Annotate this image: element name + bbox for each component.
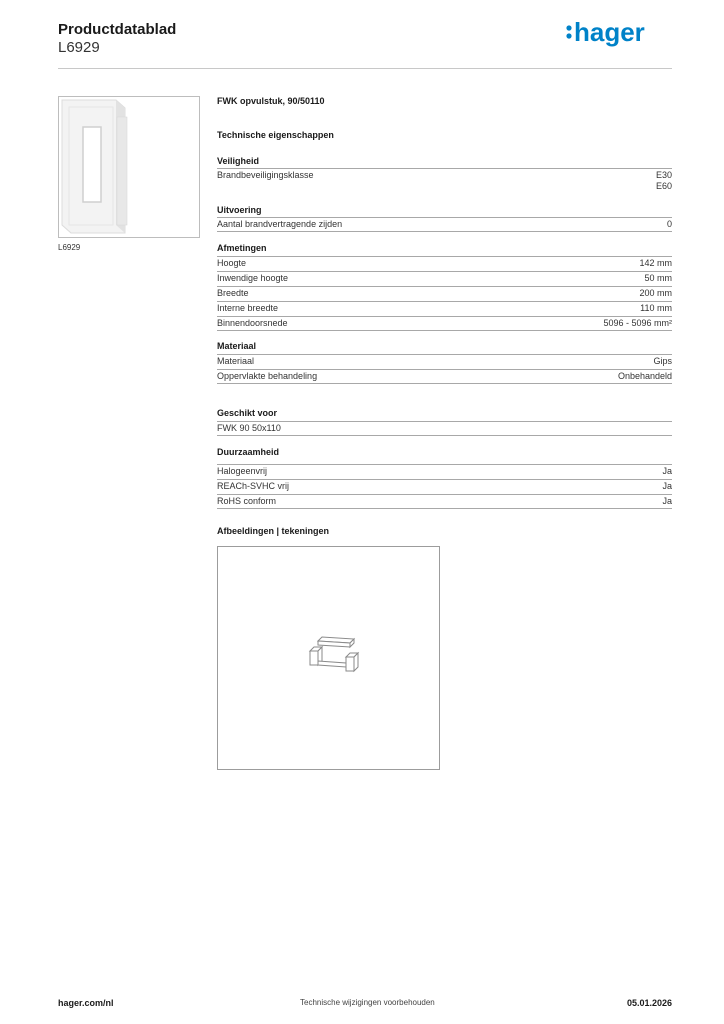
section-title-afmetingen: Afmetingen: [217, 243, 267, 253]
spec-value-secondary: E60: [655, 181, 672, 191]
spec-label: REACh-SVHC vrij: [217, 481, 290, 491]
section-divider: [217, 435, 672, 436]
spec-row: [217, 217, 672, 231]
spec-row: [217, 301, 672, 315]
spec-row: [217, 271, 672, 285]
spec-label: Halogeenvrij: [217, 466, 268, 476]
spec-label: Aantal brandvertragende zijden: [217, 219, 343, 229]
technical-properties-heading: Technische eigenschappen: [217, 130, 334, 140]
spec-value: 110 mm: [640, 303, 672, 313]
spec-label: FWK 90 50x110: [217, 423, 281, 433]
product-image: [58, 96, 200, 238]
spec-row: [217, 479, 672, 493]
spec-label: Hoogte: [217, 258, 247, 268]
spec-value: Ja: [662, 466, 672, 476]
spec-row: [217, 421, 672, 435]
spec-row: [217, 354, 672, 368]
spec-row: [217, 286, 672, 300]
spec-value: 50 mm: [644, 273, 672, 283]
document-title: Productdatablad: [58, 21, 177, 38]
spec-value: 0: [666, 219, 672, 229]
spec-label: Brandbeveiligingsklasse: [217, 170, 314, 180]
product-photo-icon: [59, 97, 199, 237]
section-title-materiaal: Materiaal: [217, 341, 257, 351]
section-title-uitvoering: Uitvoering: [217, 205, 262, 215]
footer-website: hager.com/nl: [58, 998, 114, 1008]
spec-value: Ja: [662, 496, 672, 506]
spec-row: [217, 168, 672, 193]
section-divider: [217, 231, 672, 232]
spec-value: Onbehandeld: [617, 371, 672, 381]
product-name: FWK opvulstuk, 90/50110: [217, 96, 325, 106]
spec-label: Breedte: [217, 288, 249, 298]
spec-label: Interne breedte: [217, 303, 279, 313]
footer-disclaimer: Technische wijzigingen voorbehouden: [300, 998, 435, 1007]
spec-value: Ja: [662, 481, 672, 491]
logo-wordmark: hager: [574, 17, 645, 47]
spec-value: 5096 - 5096 mm²: [603, 318, 672, 328]
spec-label: Binnendoorsnede: [217, 318, 288, 328]
section-title-geschikt-voor: Geschikt voor: [217, 408, 278, 418]
spec-row: [217, 256, 672, 270]
spec-value: E30: [655, 170, 672, 180]
header-divider: [58, 68, 672, 69]
section-divider: [217, 383, 672, 384]
hager-logo: [563, 14, 658, 50]
section-divider: [217, 330, 672, 331]
spec-label: Materiaal: [217, 356, 255, 366]
spec-row: [217, 494, 672, 508]
section-divider: [217, 508, 672, 509]
spec-value: Gips: [653, 356, 672, 366]
image-caption: L6929: [58, 243, 81, 252]
drawings-title: Afbeeldingen | tekeningen: [217, 526, 330, 536]
spec-row: [217, 316, 672, 330]
spec-value: 142 mm: [639, 258, 672, 268]
filler-piece-drawing-icon: [218, 547, 439, 769]
technical-drawing: [217, 546, 440, 770]
spec-label: RoHS conform: [217, 496, 277, 506]
footer-date: 05.01.2026: [626, 998, 672, 1008]
spec-row: [217, 369, 672, 383]
spec-value: 200 mm: [639, 288, 672, 298]
spec-row: [217, 464, 672, 478]
article-number: L6929: [58, 39, 100, 56]
spec-label: Oppervlakte behandeling: [217, 371, 318, 381]
section-title-duurzaamheid: Duurzaamheid: [217, 447, 280, 457]
spec-label: Inwendige hoogte: [217, 273, 289, 283]
section-title-veiligheid: Veiligheid: [217, 156, 260, 166]
